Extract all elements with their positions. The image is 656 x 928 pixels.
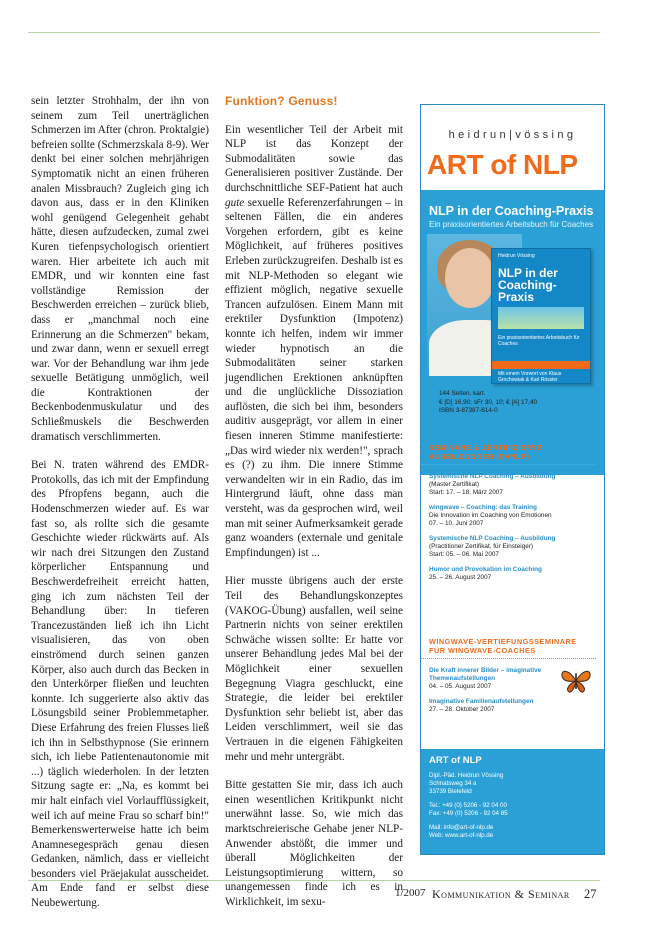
seminar-item bbox=[429, 535, 604, 559]
seminar-date: 07. – 10. Juni 2007 bbox=[429, 520, 484, 527]
contact-name: Dipl.-Päd. Heidrun Vössing bbox=[429, 772, 504, 779]
seminar-date: 25. – 26. August 2007 bbox=[429, 574, 492, 581]
book-cover-author: Heidrun Vössing bbox=[498, 253, 535, 259]
middle-paragraph-2: Hier musste übrigens auch der erste Teil des Behandlungskonzeptes (VAKOG-Übung) ausfallen, weil seine Partnerin nichts von seiner erektilen Schwäche wissen sollte: Er hatte vor unserer Behandlung jedes Mal bei der Möglichkeit einer sexuellen Begegnung Viagra geschluckt, eine Strategie, die leider bei erektiler Dysfunktion sehr beliebt ist, aber das Leiden verschlimmert, weil sie das Vertrauen in die eigenen Fähigkeiten mehr und mehr untergräbt. bbox=[225, 575, 403, 763]
footer-issue: 1/2007 bbox=[395, 887, 426, 899]
page-number: 27 bbox=[584, 887, 597, 901]
book-cover-band bbox=[492, 361, 590, 369]
book-panel-title: NLP in der Coaching-Praxis bbox=[429, 204, 594, 218]
contact-fax: Fax: +49 (0) 5206 - 92 04 85 bbox=[429, 810, 508, 817]
seminar-line: (Master Zertifikat) bbox=[429, 481, 480, 488]
seminar-line: (Practitioner Zertifikat, für Einsteiger) bbox=[429, 543, 534, 550]
contact-city: 33739 Bielefeld bbox=[429, 788, 472, 795]
contact-mail: Mail: info@art-of-nlp.de bbox=[429, 824, 494, 831]
seminar-title: Systemische NLP Coaching – Ausbildung bbox=[429, 473, 556, 480]
section-heading: Funktion? Genuss! bbox=[225, 94, 338, 108]
footer-magazine: Kommunikation & Seminar bbox=[432, 887, 570, 901]
book-cover-image bbox=[498, 307, 584, 329]
contact-web: Web: www.art-of-nlp.de bbox=[429, 832, 494, 839]
book-cover-foreword: Mit einem Vorwort von Klaus Grochowiak & Karl Rössler bbox=[498, 371, 562, 383]
paragraph-1-rest: sexuelle Referenzerfahrungen – in seltenen Fällen, die ein anderes Vorgehen erfordern, gibt es keine Möglichkeit, auf früheres positives Erleben zurückzugreifen. Deshalb ist es mit NLP-Methoden so elegant wie effizient möglich, negative sexuelle Trancen aufzulösen. Einem Mann mit erektiler Dysfunktion (Impotenz) konnte ich helfen, indem wir immer wieder hypnotisch an die Submodalitäten seiner starken jugendlichen Erektionen anknüpften und die unglückliche Dissoziation auflösten, die sich bei ihm, besonders auditiv ausgeprägt, vor allem in einer fiesen inneren Stimme manifestierte: „Das wird wieder nix werden!", sprach es (?) zu ihm. Die innere Stimme verwandelten wir in ein Radio, das im Hintergrund läuft, ohne dass man versteht, was da gesprochen wird, weil man mit seiner Aufmerksamkeit gerade ganz woanders (externale und genitale Empfindungen) ist ... bbox=[225, 196, 403, 559]
wingwave-heading: WINGWAVE-VERTIEFUNGSSEMINARE FÜR WINGWAVE-COACHES bbox=[421, 637, 596, 659]
seminar-title: Die Kraft innerer Bilder – imaginative Themenaufstellungen bbox=[429, 667, 542, 682]
left-paragraph-2: Bei N. traten während des EMDR-Protokolls, das ich mit der Empfindung des Pfropfens begann, auch die Hodenschmerzen wieder auf. Es war fast so, als rollte sich die gesamte Geschichte wieder rückwärts auf. Als wir nach drei Sitzungen den Zustand körperlicher Entspannung und Beschwerdefreiheit erreicht hatten, ging ich zum nächsten Teil der Behandlung über: In tieferen Trancezuständen ließ ich ihn Licht visualisieren, das von oben einströmend durch seinen ganzen Körper, also auch durch das Becken in den Unterkörper fließen und leuchten konnte. Ich suggerierte also aktiv das Lösungsbild seiner Problemmetapher. Diese Erfahrung des freien Flusses ließ ich ihn in Selbsthypnose (Sie erinnern sich, ich liebe Patientenautonomie mit ...) täglich wiederholen. In der letzten Sitzung sagte er: „Na, es kommt bei mir halt einfach viel Vorlaufflüssigkeit, weil ich auf meine Frau so scharf bin!" Bemerkenswerterweise hatte ich beim Anamnesegespräch genau diesen Gedanken, nämlich, dass er vielleicht besonders viel Präejakulat ausscheidet. Am Ende fand er selbst diese Neubewertung. bbox=[31, 459, 209, 910]
bottom-rule bbox=[28, 880, 600, 881]
middle-column bbox=[225, 94, 403, 923]
seminar-item bbox=[429, 698, 604, 714]
seminar-item bbox=[429, 566, 604, 582]
book-cover-title: NLP in der Coaching-Praxis bbox=[498, 266, 558, 304]
book-cover-subtitle: Ein praxisorientiertes Arbeitsbuch für Coaches bbox=[498, 335, 580, 347]
seminar-item bbox=[429, 504, 604, 528]
seminar-item bbox=[429, 667, 547, 691]
seminar-title: Imaginative Familienaufstellungen bbox=[429, 698, 534, 705]
contact-street: Schnatsweg 34 a bbox=[429, 780, 477, 787]
butterfly-icon bbox=[559, 667, 593, 695]
seminar-date: Start: 05. – 06. Mai 2007 bbox=[429, 551, 499, 558]
book-panel-subtitle: Ein praxisorientiertes Arbeitsbuch für Coaches bbox=[429, 220, 594, 229]
book-promo-panel bbox=[421, 190, 604, 475]
top-rule bbox=[28, 32, 600, 33]
contact-phone: Tel.: +49 (0) 5206 - 92 04 00 bbox=[429, 802, 507, 809]
seminar-date: 27. – 28. Oktober 2007 bbox=[429, 706, 495, 713]
seminar-title: wingwave – Coaching: das Training bbox=[429, 504, 537, 511]
portrait-face bbox=[445, 248, 495, 308]
brand-name-small: heidrun|vössing bbox=[448, 129, 577, 141]
seminar-title: Systemische NLP Coaching – Ausbildung bbox=[429, 535, 556, 542]
contact-title: ART of NLP bbox=[429, 755, 482, 766]
seminar-title: Humor und Provokation im Coaching bbox=[429, 566, 542, 573]
brand-logo-text: ART of NLP bbox=[427, 149, 578, 180]
seminar-date: 04. – 05. August 2007 bbox=[429, 683, 492, 690]
book-pages: 144 Seiten, kart. bbox=[439, 390, 486, 397]
left-column bbox=[31, 94, 209, 925]
contact-box bbox=[421, 749, 604, 854]
book-cover bbox=[491, 248, 591, 384]
seminars-section bbox=[421, 443, 604, 589]
seminar-date: Start: 17. – 18. März 2007 bbox=[429, 489, 503, 496]
book-price-info bbox=[439, 390, 537, 416]
seminar-item bbox=[429, 473, 604, 497]
paragraph-1-start: Ein wesentlicher Teil der Arbeit mit NLP ist das Konzept der Submodalitäten sowie das Generalisieren positiver Zustände. Der durchschnittliche SEF-Patient hat auch bbox=[225, 123, 403, 194]
book-price: € [D] 16,90; sFr 30, 10; € [A] 17,40 bbox=[439, 398, 538, 406]
seminars-heading: SEMINARE & ZERTIFIZIERTE AUSBILDUNGEN (DVNLP) bbox=[421, 443, 596, 465]
art-of-nlp-advertisement bbox=[420, 104, 605, 855]
book-isbn: ISBN 3-87387-614-0 bbox=[439, 407, 498, 414]
seminar-line: Die Innovation im Coaching von Emotionen bbox=[429, 512, 552, 519]
emphasis-gute: gute bbox=[225, 196, 245, 209]
middle-paragraph-1 bbox=[225, 123, 403, 561]
left-paragraph-1: sein letzter Strohhalm, der ihn von seinem zum Teil unerträglichen Schmerzen im After (chron. Proktalgie) befreien sollte (Schmerzskala 8-9). Wer denkt bei einer solchen mehrjährigen Symptomatik nicht an einen früheren analen Missbrauch? Zugleich ging ich davon aus, dass er in den Kliniken wohl genügend Gelegenheit gehabt hätte, diesen aufzudecken, zumal zwei Kuren tiefenpsychologisch orientiert waren. Hier arbeitete ich auch mit EMDR, und wir konnten eine fast vollständige Remission der Beschwerden erreichen – zurück blieb, dass er „manchmal noch eine Erinnerung an die Schmerzen" bekam, und zwar dann, wenn er sexuell erregt war. Vor der Behandlung war ihm jede sexuelle Betätigung unmöglich, weil die Kontraktionen der Beckenbodenmuskulatur und des Schließmuskels die Beschwerden dramatisch verschlimmerten. bbox=[31, 95, 209, 443]
middle-paragraph-3: Bitte gestatten Sie mir, dass ich auch einen wesentlichen Kritikpunkt nicht unerwähnt lasse. So, wie mich das marktschreierische Gehabe jener NLP-Anwender abstößt, die immer und überall Möglichkeiten der Leistungsoptimierung wittern, so unangemessen finde ich es in Wirklichkeit, im sexu- bbox=[225, 779, 403, 908]
